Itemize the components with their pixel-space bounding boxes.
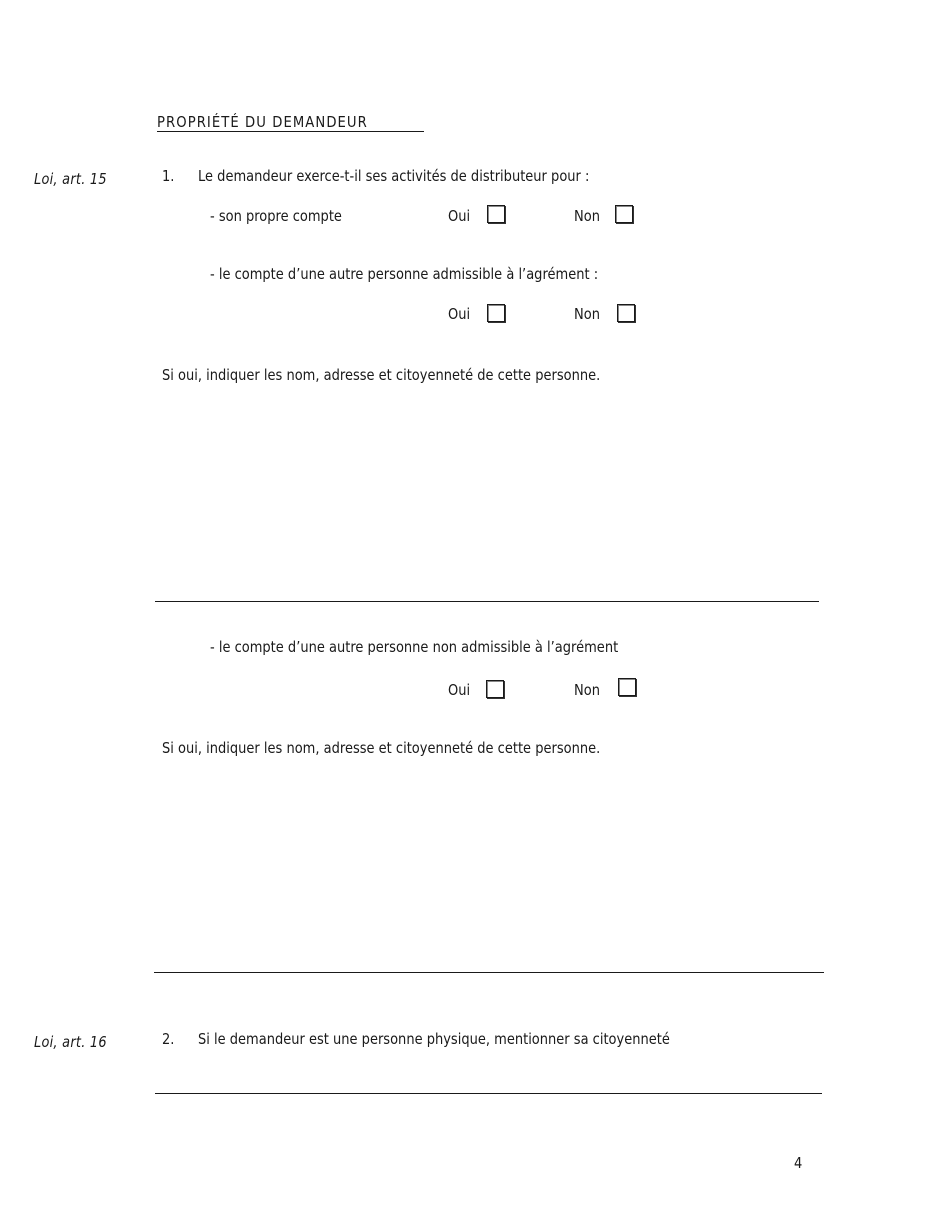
section-title-underline [157, 131, 424, 132]
q1-followup1-text: Si oui, indiquer les nom, adresse et citoyenneté de cette personne. [162, 366, 601, 384]
q1-opt2-yes-checkbox[interactable] [487, 304, 505, 322]
q1-opt1-label: - son propre compte [210, 207, 342, 225]
q1-opt3-yes-checkbox[interactable] [486, 680, 504, 698]
q1-number: 1. [162, 167, 175, 185]
q1-opt2-no-label: Non [574, 305, 600, 323]
q1-opt3-label: - le compte d’une autre personne non admissible à l’agrément [210, 638, 619, 656]
q1-opt3-no-label: Non [574, 681, 600, 699]
q1-opt3-no-checkbox[interactable] [618, 678, 636, 696]
page-number: 4 [794, 1154, 803, 1172]
section-title: PROPRIÉTÉ DU DEMANDEUR [157, 113, 368, 131]
q1-opt2-no-checkbox[interactable] [617, 304, 635, 322]
q2-number: 2. [162, 1030, 175, 1048]
q1-followup2-answer-line[interactable] [154, 972, 824, 973]
q1-followup2-text: Si oui, indiquer les nom, adresse et citoyenneté de cette personne. [162, 739, 601, 757]
q1-opt1-yes-checkbox[interactable] [487, 205, 505, 223]
q2-answer-line[interactable] [155, 1093, 822, 1094]
q1-opt1-no-label: Non [574, 207, 600, 225]
margin-ref-q2: Loi, art. 16 [34, 1033, 107, 1051]
q1-opt1-no-checkbox[interactable] [615, 205, 633, 223]
q1-opt2-yes-label: Oui [448, 305, 471, 323]
q1-opt2-label: - le compte d’une autre personne admissible à l’agrément : [210, 265, 599, 283]
q1-opt1-yes-label: Oui [448, 207, 471, 225]
q1-followup1-answer-line[interactable] [155, 601, 819, 602]
q1-text: Le demandeur exerce-t-il ses activités de distributeur pour : [198, 167, 590, 185]
margin-ref-q1: Loi, art. 15 [34, 170, 107, 188]
q2-text: Si le demandeur est une personne physique, mentionner sa citoyenneté [198, 1030, 670, 1048]
q1-opt3-yes-label: Oui [448, 681, 471, 699]
